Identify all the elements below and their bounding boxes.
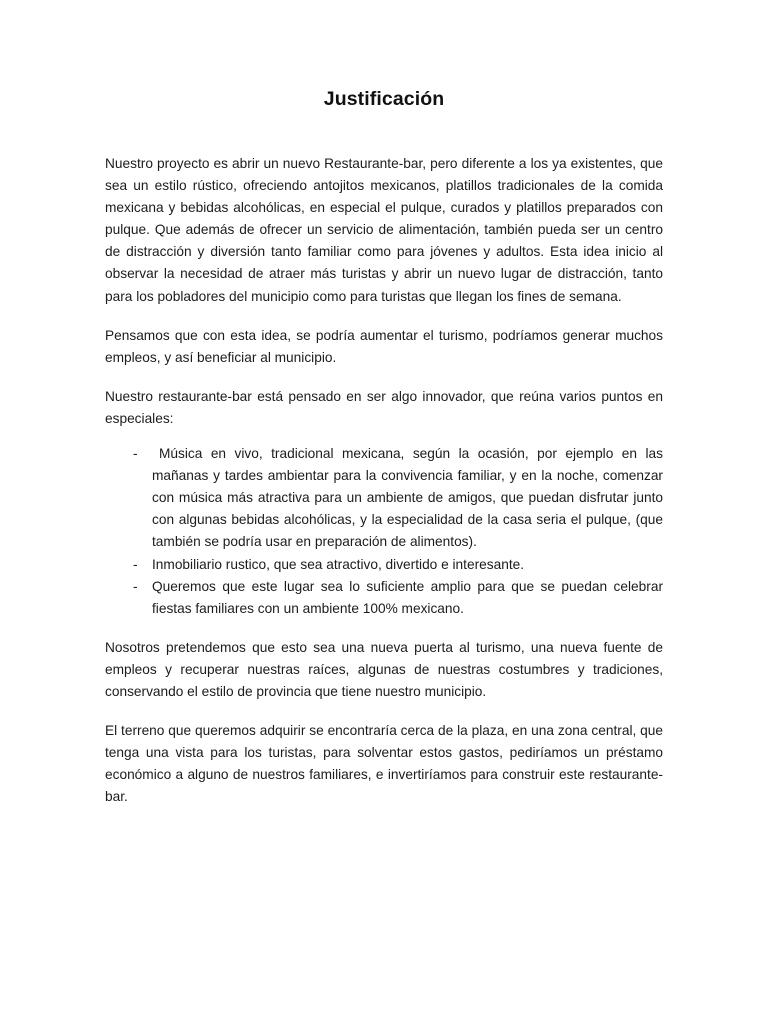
list-item-text: Música en vivo, tradicional mexicana, según la ocasión, por ejemplo en las mañanas y tardes ambientar para la convivencia familiar, y en la noche, comenzar con música más atractiva para un ambiente de amigos, que puedan disfrutar junto con algunas bebidas alcohólicas, y la especialidad de la casa seria el pulque, (que también se podría usar en preparación de alimentos). [152, 446, 663, 550]
paragraph-5: El terreno que queremos adquirir se encontraría cerca de la plaza, en una zona central, que tenga una vista para los turistas, para solventar estos gastos, pediríamos un préstamo económico a alguno de nuestros familiares, e invertiríamos para construir este restaurante-bar. [105, 723, 663, 805]
list-item [105, 554, 663, 576]
paragraph-4: Nosotros pretendemos que esto sea una nueva puerta al turismo, una nueva fuente de empleos y recuperar nuestras raíces, algunas de nuestras costumbres y tradiciones, conservando el estilo de provincia que tiene nuestro municipio. [105, 639, 663, 699]
list-item-text: Queremos que este lugar sea lo suficiente amplio para que se puedan celebrar fiestas familiares con un ambiente 100% mexicano. [152, 578, 663, 616]
list-item-text: Inmobiliario rustico, que sea atractivo, divertido e interesante. [152, 556, 525, 572]
feature-list [105, 443, 663, 620]
paragraph-3-list-intro: Nuestro restaurante-bar está pensado en ser algo innovador, que reúna varios puntos en especiales: [105, 388, 663, 426]
paragraph-1: Nuestro proyecto es abrir un nuevo Restaurante-bar, pero diferente a los ya existentes, que sea un estilo rústico, ofreciendo antojitos mexicanos, platillos tradicionales de la comida mexicana y bebidas alcohólicas, en especial el pulque, curados y platillos preparados con pulque. Que además de ofrecer un servicio de alimentación, también pueda ser un centro de distracción y diversión tanto familiar como para jóvenes y adultos. Esta idea inicio al observar la necesidad de atraer más turistas y abrir un nuevo lugar de distracción, tanto para los pobladores del municipio como para turistas que llegan los fines de semana. [105, 156, 663, 304]
list-marker: - [133, 556, 138, 572]
page-title: Justificación [323, 88, 445, 110]
list-marker: - [133, 446, 138, 462]
list-item [105, 576, 663, 620]
document-body [105, 0, 663, 808]
list-item [105, 443, 663, 553]
paragraph-2: Pensamos que con esta idea, se podría aumentar el turismo, podríamos generar muchos empleos, y así beneficiar al municipio. [105, 327, 663, 365]
list-marker: - [133, 578, 138, 594]
